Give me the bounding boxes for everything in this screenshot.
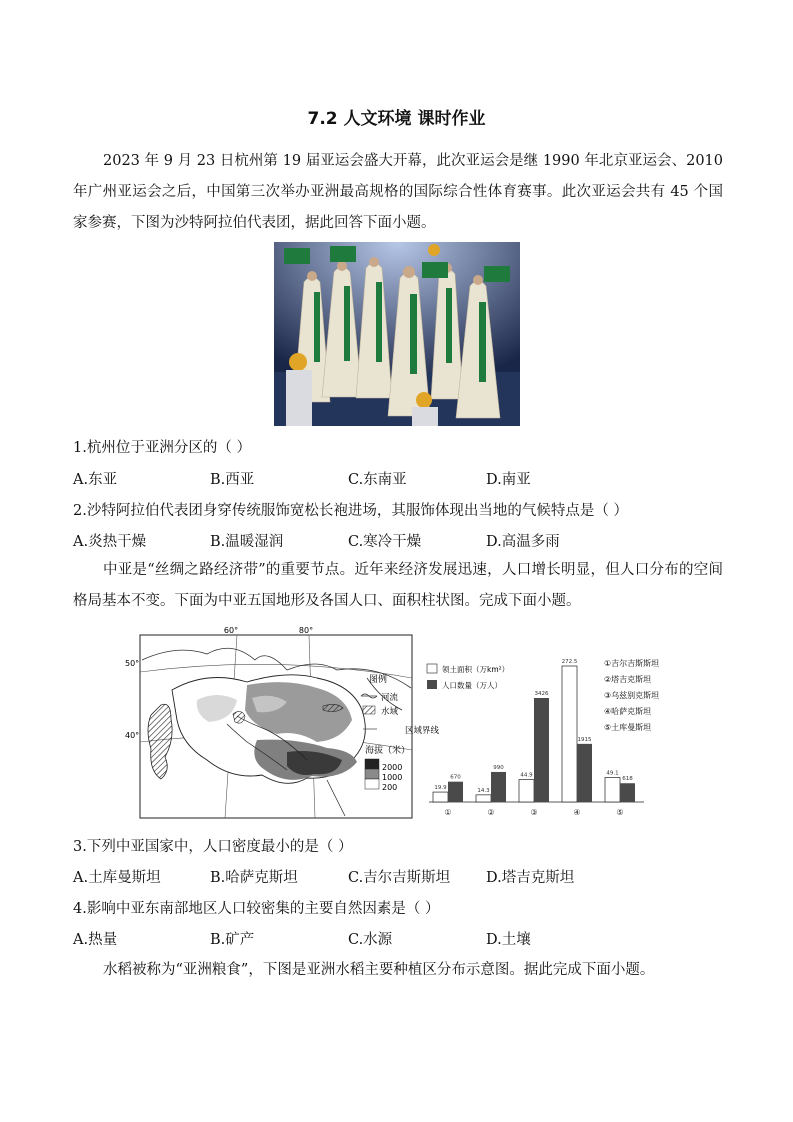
population-bar (448, 782, 463, 802)
category-label: ⑤ (616, 808, 624, 817)
intro-paragraph-3: 水稻被称为“亚洲粮食”，下图是亚洲水稻主要种植区分布示意图。据此完成下面小题。 (103, 962, 655, 978)
country-legend-3: ③乌兹别克斯坦 (604, 691, 660, 700)
q4-option-a: A.热量 (73, 932, 118, 948)
category-label: ④ (573, 808, 581, 817)
population-value-label: 618 (622, 776, 633, 783)
legend-river: 河流 (381, 693, 399, 703)
population-bar (577, 744, 592, 802)
lon-label-80: 80° (298, 626, 314, 635)
q3-option-c: C.吉尔吉斯斯坦 (348, 870, 451, 886)
area-bar (562, 666, 577, 802)
chart-legend-area: 领土面积（万km²） (442, 665, 510, 674)
central-asia-figure (125, 626, 667, 829)
elev-1000: 1000 (382, 773, 403, 782)
delegation-photo (274, 242, 520, 426)
area-value-label: 19.9 (434, 785, 447, 792)
area-value-label: 272.5 (561, 659, 578, 665)
q4-option-d: D.土壤 (486, 932, 531, 948)
country-legend-5: ⑤土库曼斯坦 (604, 723, 652, 732)
area-bar (476, 795, 491, 802)
lat-label-50: 50° (125, 659, 140, 668)
q3-option-b: B.哈萨克斯坦 (210, 870, 298, 886)
population-value-label: 670 (450, 774, 461, 781)
q4-option-c: C.水源 (348, 932, 393, 948)
question-2: 2.沙特阿拉伯代表团身穿传统服饰宽松长袍进场，其服饰体现出当地的气候特点是（ ） (73, 503, 628, 519)
q3-option-a: A.土库曼斯坦 (73, 870, 161, 886)
population-bar (491, 772, 506, 802)
q3-option-d: D.塔吉克斯坦 (486, 870, 575, 886)
category-label: ② (487, 808, 495, 817)
area-bar (433, 792, 448, 802)
category-label: ① (444, 808, 452, 817)
population-value-label: 990 (493, 764, 504, 771)
elev-200: 200 (382, 783, 398, 792)
country-legend-1: ①吉尔吉斯斯坦 (604, 659, 660, 668)
question-4: 4.影响中亚东南部地区人口较密集的主要自然因素是（ ） (73, 901, 440, 917)
lat-label-40: 40° (125, 731, 140, 740)
question-1: 1.杭州位于亚洲分区的（ ） (73, 440, 251, 456)
page-title: 7.2 人文环境 课时作业 (307, 109, 486, 129)
country-legend-4: ④哈萨克斯坦 (604, 707, 652, 716)
q2-option-a: A.炎热干燥 (73, 534, 147, 550)
population-bar (620, 783, 635, 802)
area-bar (605, 777, 620, 802)
q1-option-b: B.西亚 (210, 472, 255, 488)
q2-option-b: B.温暖湿润 (210, 534, 284, 550)
lon-label-60: 60° (223, 626, 239, 635)
q1-option-a: A.东亚 (73, 472, 118, 488)
question-3: 3.下列中亚国家中，人口密度最小的是（ ） (73, 839, 353, 855)
population-bar (534, 698, 549, 802)
population-value-label: 3426 (534, 691, 549, 697)
area-value-label: 49.1 (606, 770, 619, 777)
area-bar (519, 780, 534, 802)
elevation-title: 海拔（米） (365, 746, 411, 756)
q2-option-d: D.高温多雨 (486, 534, 560, 550)
intro-paragraph-1: 2023 年 9 月 23 日杭州第 19 届亚运会盛大开幕，此次亚运会是继 1990 年北京亚运会、2010 年广州亚运会之后，中国第三次举办亚洲最高规格的国际综合性体育赛事。此次亚运会共有 45 个国家参赛，下图为沙特阿拉伯代表团，据此回答下面小题。 (73, 153, 723, 231)
area-value-label: 14.3 (477, 787, 490, 794)
q1-option-d: D.南亚 (486, 472, 531, 488)
area-value-label: 44.9 (520, 772, 533, 779)
population-value-label: 1915 (577, 736, 592, 743)
legend-boundary: 区域界线 (405, 726, 440, 736)
elev-2000: 2000 (382, 763, 403, 772)
q1-option-c: C.东南亚 (348, 472, 407, 488)
q2-option-c: C.寒冷干燥 (348, 534, 422, 550)
category-label: ③ (530, 808, 538, 817)
legend-water: 水域 (381, 707, 399, 717)
intro-paragraph-2: 中亚是“丝绸之路经济带”的重要节点。近年来经济发展迅速，人口增长明显，但人口分布的空间格局基本不变。下面为中亚五国地形及各国人口、面积柱状图。完成下面小题。 (73, 562, 723, 609)
chart-legend-pop: 人口数量（万人） (442, 681, 502, 690)
country-legend-2: ②塔吉克斯坦 (604, 675, 652, 684)
q4-option-b: B.矿产 (210, 932, 255, 948)
map-legend-title: 图例 (369, 675, 388, 685)
